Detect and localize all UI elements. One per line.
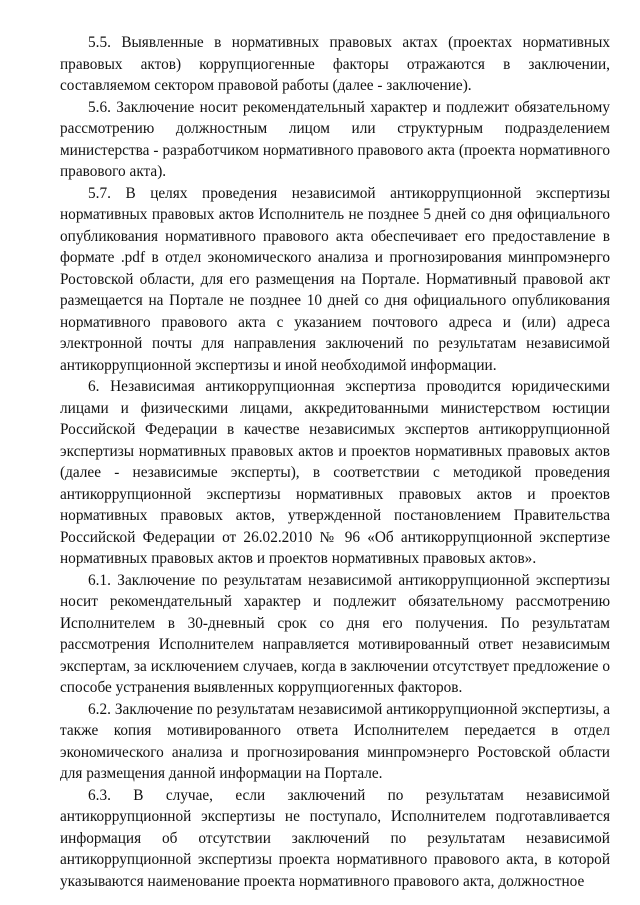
document-page	[60, 32, 610, 892]
paragraph-6-1: 6.1. Заключение по результатам независимой антикоррупционной экспертизы носит рекомендательный характер и подлежит обязательному рассмотрению Исполнителем в 30-дневный срок со дня его получения. По результатам рассмотрения Исполнителем направляется мотивированный ответ независимым экспертам, за исключением случаев, когда в заключении отсутствует предложение о способе устранения выявленных коррупциогенных факторов.	[60, 571, 610, 696]
paragraph-5-5: 5.5. Выявленные в нормативных правовых актах (проектах нормативных правовых актов) коррупциогенные факторы отражаются в заключении, составляемом сектором правовой работы (далее - заключение).	[60, 34, 610, 94]
paragraph-5-6: 5.6. Заключение носит рекомендательный характер и подлежит обязательному рассмотрению должностным лицом или структурным подразделением министерства - разработчиком нормативного правового акта (проекта нормативного правового акта).	[60, 98, 610, 180]
paragraph-6-2: 6.2. Заключение по результатам независимой антикоррупционной экспертизы, а также копия мотивированного ответа Исполнителем передается в отдел экономического анализа и прогнозирования минпромэнерго Ростовской области для размещения данной информации на Портале.	[60, 700, 610, 782]
paragraph-6-3: 6.3. В случае, если заключений по результатам независимой антикоррупционной экспертизы не поступало, Исполнителем подготавливается информация об отсутствии заключений по результатам независимой антикоррупционной экспертизы проекта нормативного правового акта, в которой указываются наименование проекта нормативного правового акта, должностное	[60, 786, 610, 890]
paragraph-5-7: 5.7. В целях проведения независимой антикоррупционной экспертизы нормативных правовых актов Исполнитель не позднее 5 дней со дня официального опубликования нормативного правового акта обеспечивает его предоставление в формате .pdf в отдел экономического анализа и прогнозирования минпромэнерго Ростовской области, для его размещения на Портале. Нормативный правовой акт размещается на Портале не позднее 10 дней со дня официального опубликования нормативного правового акта с указанием почтового адреса и (или) адреса электронной почты для направления заключений по результатам независимой антикоррупционной экспертизы и иной необходимой информации.	[60, 184, 610, 374]
paragraph-6: 6. Независимая антикоррупционная экспертиза проводится юридическими лицами и физическими лицами, аккредитованными министерством юстиции Российской Федерации в качестве независимых экспертов антикоррупционной экспертизы нормативных правовых актов и проектов нормативных правовых актов (далее - независимые эксперты), в соответствии с методикой проведения антикоррупционной экспертизы нормативных правовых актов и проектов нормативных правовых актов, утвержденной постановлением Правительства Российской Федерации от 26.02.2010 № 96 «Об антикоррупционной экспертизе нормативных правовых актов и проектов нормативных правовых актов».	[60, 378, 610, 567]
